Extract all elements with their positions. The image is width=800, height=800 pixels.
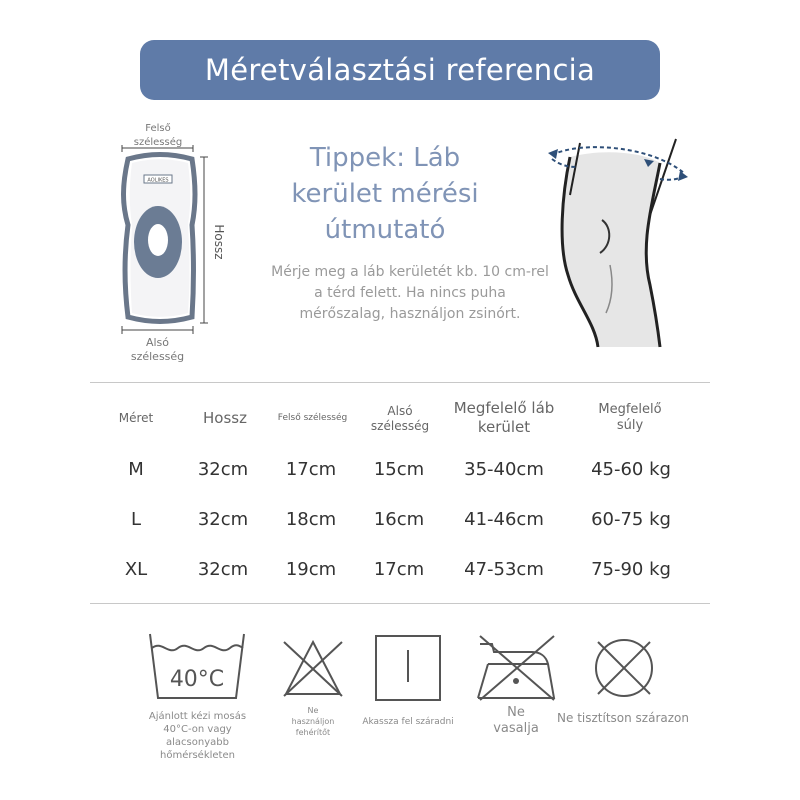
- table-cell: 32cm: [197, 509, 249, 530]
- table-cell: 47-53cm: [464, 559, 544, 580]
- no-dry-clean-icon: [592, 636, 656, 700]
- hand-wash-40-icon: [148, 632, 246, 702]
- care-label-no-iron: Ne vasalja: [493, 705, 539, 736]
- length-label: Hossz: [212, 224, 226, 260]
- table-header: Megfelelő láb kerület: [453, 399, 555, 436]
- table-header: Megfelelő súly: [598, 402, 662, 433]
- table-cell: XL: [124, 559, 148, 580]
- tips-title-line: Tippek: Láb: [309, 143, 461, 173]
- divider-bottom: [90, 603, 710, 604]
- table-cell: 60-75 kg: [591, 509, 671, 530]
- table-cell: 75-90 kg: [591, 559, 671, 580]
- table-cell: 17cm: [373, 559, 425, 580]
- table-cell: 15cm: [373, 459, 425, 480]
- care-label-no-bleach: Ne használjon fehérítőt: [291, 706, 335, 737]
- banner-title: Méretválasztási referencia: [204, 53, 596, 87]
- table-cell: 41-46cm: [464, 509, 544, 530]
- table-cell: 16cm: [373, 509, 425, 530]
- top-width-label: Felső szélesség: [133, 123, 183, 148]
- table-cell: 19cm: [285, 559, 337, 580]
- table-header: Hossz: [203, 409, 247, 427]
- care-label-no-dry-clean: Ne tisztítson szárazon: [557, 711, 689, 725]
- tips-title-line: útmutató: [324, 215, 446, 245]
- table-header: Felső szélesség: [277, 413, 348, 423]
- table-cell: M: [128, 459, 144, 480]
- tips-title-line: kerület mérési: [291, 179, 479, 209]
- table-header: Alsó szélesség: [370, 404, 430, 433]
- tips-text-line: a térd felett. Ha nincs puha: [314, 285, 506, 301]
- tips-title: [270, 140, 500, 248]
- table-cell: 17cm: [285, 459, 337, 480]
- tips-text: [250, 262, 570, 325]
- no-bleach-icon: [282, 638, 344, 698]
- care-label-hand-wash: Ajánlott kézi mosás 40°C-on vagy alacsonyabb hőmérsékleten: [148, 711, 247, 761]
- care-label-hang-dry: Akassza fel száradni: [362, 717, 454, 727]
- wash-temp: 40°C: [169, 667, 225, 692]
- table-cell: 18cm: [285, 509, 337, 530]
- table-cell: 32cm: [197, 459, 249, 480]
- title-banner: [140, 40, 660, 100]
- table-cell: 45-60 kg: [591, 459, 671, 480]
- divider-top: [90, 382, 710, 383]
- leg-measurement-illustration: [540, 135, 700, 350]
- no-iron-icon: [474, 634, 558, 702]
- table-cell: L: [130, 509, 142, 530]
- bottom-width-label: Alsó szélesség: [130, 336, 185, 363]
- tips-text-line: Mérje meg a láb kerületét kb. 10 cm-rel: [271, 264, 549, 280]
- tips-text-line: mérőszalag, használjon zsinórt.: [299, 306, 521, 322]
- hang-dry-icon: [374, 634, 442, 702]
- table-cell: 32cm: [197, 559, 249, 580]
- table-header: Méret: [118, 411, 154, 425]
- brace-logo: AOLIKES: [147, 177, 169, 184]
- table-cell: 35-40cm: [464, 459, 544, 480]
